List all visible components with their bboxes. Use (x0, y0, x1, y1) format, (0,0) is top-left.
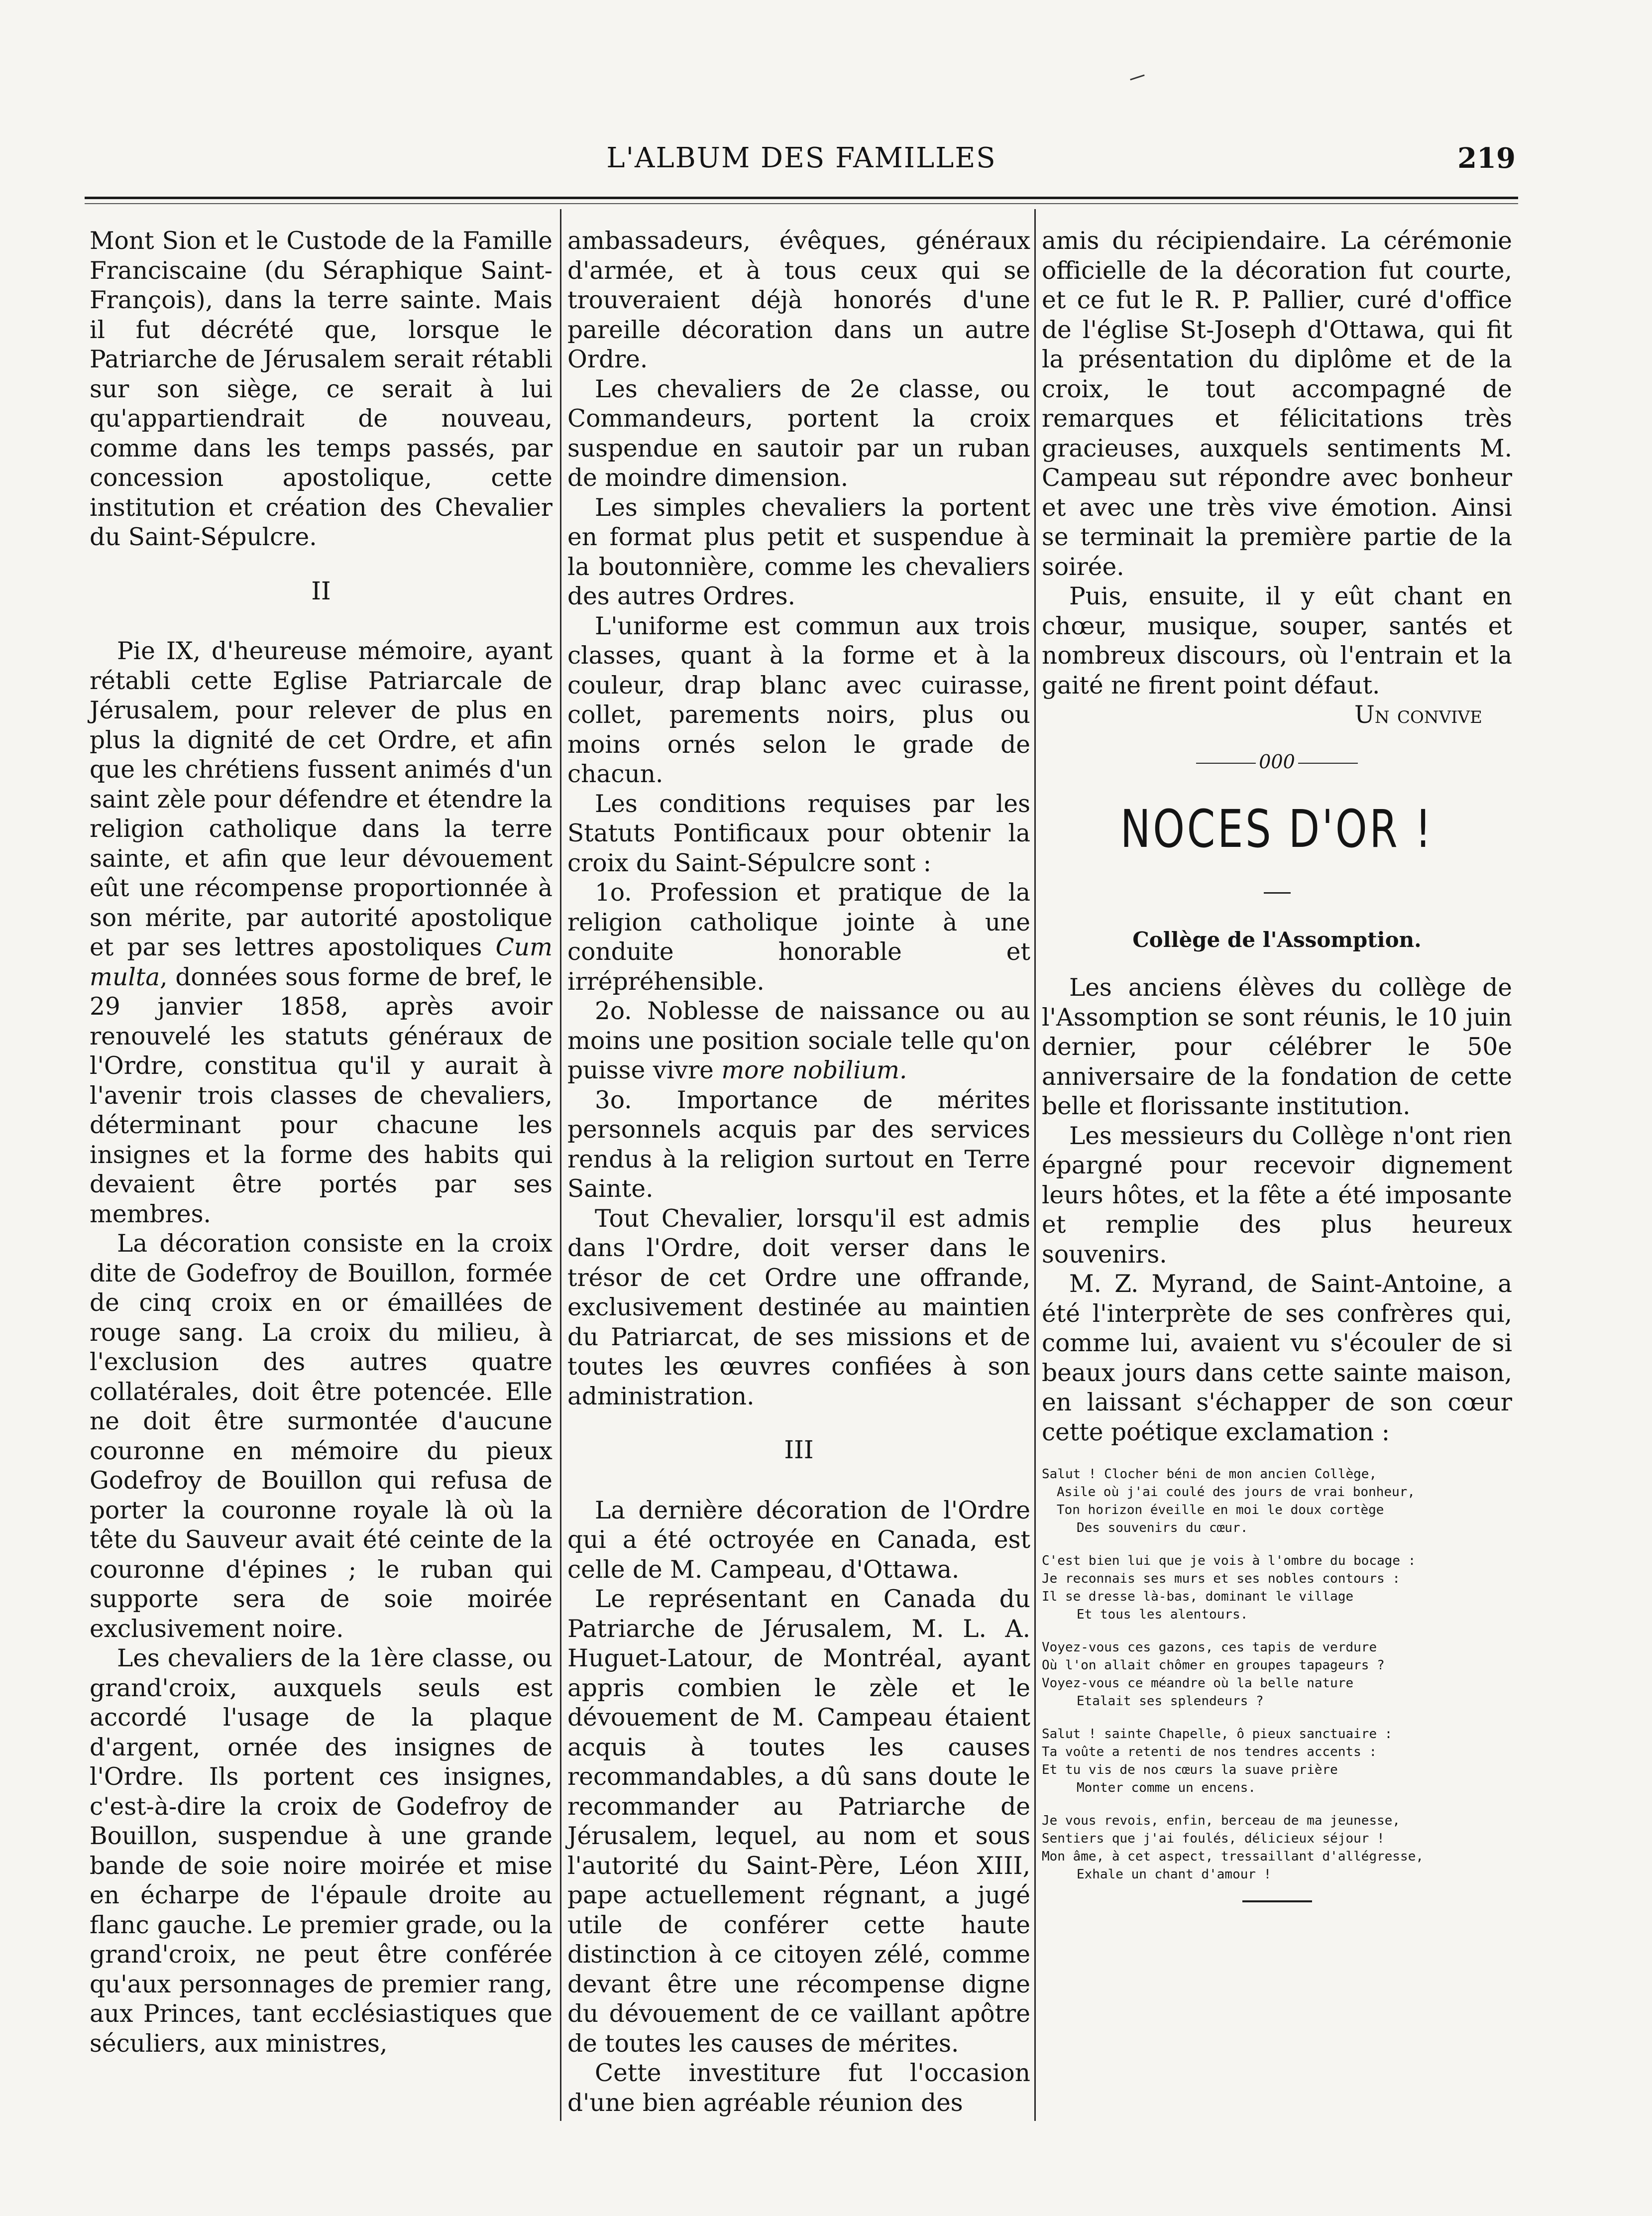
column-divider-2 (1034, 209, 1036, 2121)
poem (1042, 1465, 1512, 1902)
article-subheading: Collège de l'Assomption. (1132, 927, 1422, 952)
paragraph: M. Z. Myrand, de Saint-Antoine, a été l'interprète de ses confrères qui, comme lui, avaient vu s'écouler de si beaux jours dans cette sainte maison, en laissant s'échapper de son cœur cette poétique exclamation : (1042, 1270, 1512, 1446)
paragraph-text: Pie IX, d'heureuse mémoire, ayant rétabli cette Eglise Patriarcale de Jérusalem, pour relever de plus en plus la dignité de cet Ordre, et afin que les chrétiens fussent animés d'un saint zèle pour défendre et étendre la religion catholique dans la terre sainte, et afin que leur dévouement eût une récompense proportionnée à son mérite, par autorité apostolique et par ses lettres apostoliques (90, 637, 552, 961)
paragraph (567, 997, 1030, 1086)
column-3 (1042, 227, 1512, 1902)
poem-line: Ton horizon éveille en moi le doux cortège (1057, 1503, 1384, 1517)
column-1 (90, 227, 552, 2059)
paragraph: Les simples chevaliers la portent en format plus petit et suspendue à la boutonnière, comme les chevaliers des autres Ordres. (567, 493, 1030, 610)
paragraph: La dernière décoration de l'Ordre qui a été octroyée en Canada, est celle de M. Campeau, d'Ottawa. (567, 1496, 1030, 1584)
column-divider-1 (560, 209, 561, 2121)
paragraph: Puis, ensuite, il y eût chant en chœur, musique, souper, santés et nombreux discours, où l'entrain et la gaité ne firent point défaut. (1042, 583, 1512, 700)
section-separator (1042, 747, 1512, 777)
page-header (87, 142, 1516, 187)
running-title: L'ALBUM DES FAMILLES (606, 142, 996, 174)
poem-line: Salut ! Clocher béni de mon ancien Collège, (1042, 1467, 1377, 1482)
poem-stanza (1042, 1725, 1512, 1797)
paragraph: amis du récipiendaire. La cérémonie officielle de la décoration fut courte, et ce fut le R. P. Pallier, curé d'office de l'église St-Joseph d'Ottawa, qui fit la présentation du diplôme et de la croix, le tout accompagné de remarques et félicitations très gracieuses, auxquels sentiments M. Campeau sut répondre avec bonheur et avec une très vive émotion. Ainsi se terminait la première partie de la soirée. (1042, 227, 1512, 581)
poem-line: Voyez-vous ces gazons, ces tapis de verdure (1042, 1640, 1377, 1655)
poem-line: Salut ! sainte Chapelle, ô pieux sanctuaire : (1042, 1727, 1393, 1742)
poem-line: Voyez-vous ce méandre où la belle nature (1042, 1676, 1354, 1691)
poem-line: C'est bien lui que je vois à l'ombre du bocage : (1042, 1553, 1416, 1568)
paragraph: Les messieurs du Collège n'ont rien épargné pour recevoir dignement leurs hôtes, et la fête a été imposante et remplie des plus heureux souvenirs. (1042, 1122, 1512, 1269)
paragraph: Le représentant en Canada du Patriarche de Jérusalem, M. L. A. Huguet-Latour, de Montréal, ayant appris combien le zèle et le dévouement de M. Campeau étaient acquis à toutes les causes recommandables, a dû sans doute le recommander au Patriarche de Jérusalem, lequel, au nom et sous l'autorité du Saint-Père, Léon XIII, pape actuellement régnant, a jugé utile de conférer cette haute distinction à ce citoyen zélé, comme devant être une récompense digne du dévouement de ce vaillant apôtre de toutes les causes de mérites. (567, 1585, 1030, 2058)
poem-stanza (1042, 1812, 1512, 1883)
poem-stanza (1042, 1465, 1512, 1537)
latin-phrase: more nobilium. (721, 1056, 907, 1084)
poem-stanza (1042, 1638, 1512, 1710)
paragraph-text: 2o. Noblesse de naissance ou au moins une position sociale telle qu'on puisse vivre (567, 997, 1030, 1084)
section-number: III (784, 1435, 814, 1464)
paragraph: Mont Sion et le Custode de la Famille Franciscaine (du Séraphique Saint-François), dans la terre sainte. Mais il fut décrété que, lorsque le Patriarche de Jérusalem serait rétabli sur son siège, ce serait à lui qu'appartiendrait de nouveau, comme dans les temps passés, par concession apostolique, cette institution et création des Chevalier du Saint-Sépulcre. (90, 227, 552, 551)
poem-line: Sentiers que j'ai foulés, délicieux séjour ! (1042, 1831, 1385, 1846)
paragraph: L'uniforme est commun aux trois classes, quant à la forme et à la couleur, drap blanc avec cuirasse, collet, parements noirs, plus ou moins ornés selon le grade de chacun. (567, 612, 1030, 788)
poem-line: Il se dresse là-bas, dominant le village (1042, 1589, 1354, 1604)
poem-line: Et tous les alentours. (1077, 1607, 1248, 1622)
poem-line: Ta voûte a retenti de nos tendres accents : (1042, 1745, 1377, 1759)
section-number: II (311, 576, 331, 605)
header-rule-thin (85, 203, 1518, 204)
column-2 (567, 227, 1030, 2118)
signature: Un convive (1354, 701, 1482, 729)
poem-line: Asile où j'ai coulé des jours de vrai bonheur, (1057, 1485, 1416, 1500)
poem-line: Je vous revois, enfin, berceau de ma jeunesse, (1042, 1813, 1401, 1828)
poem-line: Je reconnais ses murs et ses nobles contours : (1042, 1571, 1401, 1586)
separator-text: 000 (1259, 750, 1295, 773)
paragraph: 1o. Profession et pratique de la religion catholique jointe à une conduite honorable et irrépréhensible. (567, 879, 1030, 996)
paragraph: Les chevaliers de la 1ère classe, ou grand'croix, auxquels seuls est accordé l'usage de la plaque d'argent, ornée des insignes de l'Ordre. Ils portent ces insignes, c'est-à-dire la croix de Godefroy de Bouillon, suspendue à une grande bande de soie noire moirée et mise en écharpe de l'épaule droite au flanc gauche. Le premier grade, ou la grand'croix, ne peut être conférée qu'aux personnages de premier rang, aux Princes, tant ecclésiastiques que séculiers, aux ministres, (90, 1644, 552, 2058)
header-rule (85, 197, 1518, 199)
poem-line: Mon âme, à cet aspect, tressaillant d'allégresse, (1042, 1849, 1424, 1864)
stray-mark (1130, 74, 1150, 81)
article-title: NOCES D'OR ! (1120, 799, 1434, 859)
paragraph: Les anciens élèves du collège de l'Assomption se sont réunis, le 10 juin dernier, pour célébrer le 50e anniversaire de la fondation de cette belle et florissante institution. (1042, 974, 1512, 1120)
poem-line: Monter comme un encens. (1077, 1780, 1256, 1795)
latin-title: Cum multa (90, 933, 552, 991)
paragraph: Tout Chevalier, lorsqu'il est admis dans l'Ordre, doit verser dans le trésor de cet Ordre une offrande, exclusivement destinée au maintien du Patriarcat, de ses missions et de toutes les œuvres confiées à son administration. (567, 1204, 1030, 1410)
paragraph-text: , données sous forme de bref, le 29 janvier 1858, après avoir renouvelé les statuts généraux de l'Ordre, constitua qu'il y aurait à l'avenir trois classes de chevaliers, déterminant pour chacune les insignes et la forme des habits qui devaient être portés par ses membres. (90, 963, 552, 1228)
end-rule (1242, 1900, 1312, 1902)
poem-line: Exhale un chant d'amour ! (1077, 1867, 1272, 1882)
paragraph (90, 637, 552, 1229)
poem-line: Où l'on allait chômer en groupes tapageurs ? (1042, 1658, 1385, 1673)
paragraph: 3o. Importance de mérites personnels acquis par des services rendus à la religion surtout en Terre Sainte. (567, 1086, 1030, 1203)
title-dash (1042, 871, 1512, 901)
page-number: 219 (1457, 142, 1516, 175)
poem-stanza (1042, 1552, 1512, 1624)
paragraph: La décoration consiste en la croix dite de Godefroy de Bouillon, formée de cinq croix en or émaillées de rouge sang. La croix du milieu, à l'exclusion des autres quatre collatérales, doit être potencée. Elle ne doit être surmontée d'aucune couronne en mémoire du pieux Godefroy de Bouillon qui refusa de porter la couronne royale là où la tête du Sauveur avait été ceinte de la couronne d'épines ; le ruban qui supporte sera de soie moirée exclusivement noire. (90, 1230, 552, 1643)
paragraph: Les chevaliers de 2e classe, ou Commandeurs, portent la croix suspendue en sautoir par un ruban de moindre dimension. (567, 375, 1030, 492)
paragraph: Cette investiture fut l'occasion d'une bien agréable réunion des (567, 2059, 1030, 2117)
separator-line (1196, 763, 1256, 764)
poem-line: Etalait ses splendeurs ? (1077, 1694, 1264, 1709)
poem-line: Des souvenirs du cœur. (1077, 1520, 1248, 1535)
separator-line (1298, 763, 1358, 764)
poem-line: Et tu vis de nos cœurs la suave prière (1042, 1762, 1338, 1777)
paragraph: Les conditions requises par les Statuts Pontificaux pour obtenir la croix du Saint-Sépulcre sont : (567, 790, 1030, 877)
paragraph: ambassadeurs, évêques, généraux d'armée, et à tous ceux qui se trouveraient déjà honorés d'une pareille décoration dans un autre Ordre. (567, 227, 1030, 373)
